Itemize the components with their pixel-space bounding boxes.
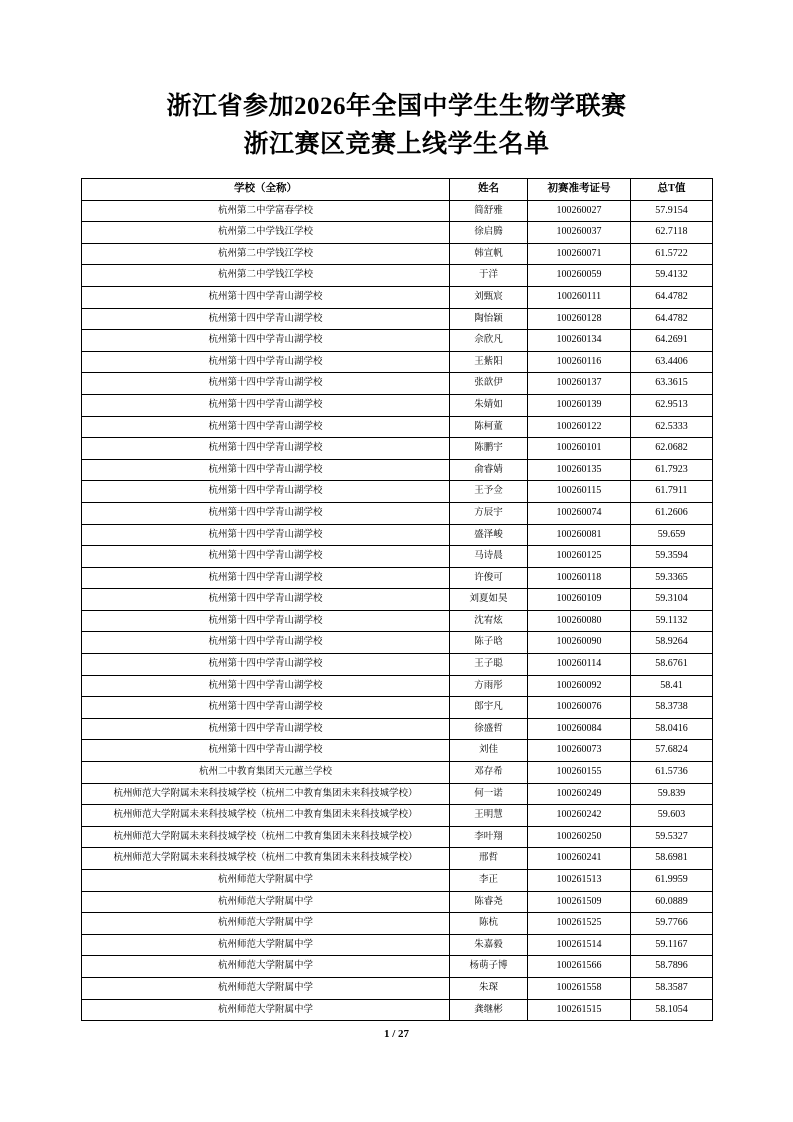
cell-name: 刘佳	[450, 740, 528, 762]
cell-tvalue: 59.1132	[631, 610, 713, 632]
cell-name: 陈睿尧	[450, 891, 528, 913]
table-row	[82, 265, 713, 287]
table-row	[82, 243, 713, 265]
cell-school: 杭州师范大学附属中学	[82, 934, 450, 956]
cell-school: 杭州师范大学附属未来科技城学校（杭州二中教育集团未来科技城学校）	[82, 848, 450, 870]
title-prefix: 浙江省参加	[166, 93, 294, 120]
cell-tvalue: 58.6981	[631, 848, 713, 870]
cell-ticket: 100261515	[528, 999, 631, 1021]
cell-name: 徐盛哲	[450, 718, 528, 740]
cell-name: 张歆伊	[450, 373, 528, 395]
table-row	[82, 956, 713, 978]
cell-name: 沈宥炫	[450, 610, 528, 632]
cell-school: 杭州第十四中学青山湖学校	[82, 373, 450, 395]
cell-school: 杭州第十四中学青山湖学校	[82, 546, 450, 568]
cell-tvalue: 58.9264	[631, 632, 713, 654]
page-number: 1 / 27	[383, 1028, 410, 1040]
cell-tvalue: 58.41	[631, 675, 713, 697]
cell-name: 陈柯董	[450, 416, 528, 438]
cell-name: 王予佥	[450, 481, 528, 503]
cell-tvalue: 62.7118	[631, 222, 713, 244]
column-header-school: 学校（全称）	[82, 179, 450, 201]
cell-ticket: 100260076	[528, 697, 631, 719]
table-row	[82, 826, 713, 848]
cell-ticket: 100260241	[528, 848, 631, 870]
roster-table-body	[82, 200, 713, 1021]
cell-ticket: 100261513	[528, 870, 631, 892]
cell-name: 何一诺	[450, 783, 528, 805]
table-header-row	[82, 179, 713, 201]
cell-ticket: 100260111	[528, 286, 631, 308]
cell-tvalue: 59.603	[631, 805, 713, 827]
cell-school: 杭州第十四中学青山湖学校	[82, 286, 450, 308]
cell-school: 杭州第十四中学青山湖学校	[82, 632, 450, 654]
cell-tvalue: 61.7911	[631, 481, 713, 503]
cell-ticket: 100261525	[528, 913, 631, 935]
cell-tvalue: 59.3104	[631, 589, 713, 611]
cell-ticket: 100260118	[528, 567, 631, 589]
cell-name: 邓存希	[450, 762, 528, 784]
cell-ticket: 100260071	[528, 243, 631, 265]
cell-school: 杭州第十四中学青山湖学校	[82, 351, 450, 373]
cell-ticket: 100260155	[528, 762, 631, 784]
cell-tvalue: 58.0416	[631, 718, 713, 740]
table-row	[82, 394, 713, 416]
table-row	[82, 200, 713, 222]
cell-name: 于洋	[450, 265, 528, 287]
cell-school: 杭州第十四中学青山湖学校	[82, 308, 450, 330]
cell-school: 杭州师范大学附属中学	[82, 913, 450, 935]
cell-ticket: 100261566	[528, 956, 631, 978]
cell-school: 杭州第十四中学青山湖学校	[82, 416, 450, 438]
table-row	[82, 675, 713, 697]
cell-ticket: 100260242	[528, 805, 631, 827]
table-row	[82, 524, 713, 546]
cell-ticket: 100261514	[528, 934, 631, 956]
cell-ticket: 100260081	[528, 524, 631, 546]
cell-school: 杭州第十四中学青山湖学校	[82, 459, 450, 481]
cell-tvalue: 62.5333	[631, 416, 713, 438]
table-row	[82, 999, 713, 1021]
cell-ticket: 100260125	[528, 546, 631, 568]
cell-tvalue: 59.839	[631, 783, 713, 805]
cell-ticket: 100260115	[528, 481, 631, 503]
cell-tvalue: 57.9154	[631, 200, 713, 222]
cell-tvalue: 59.3365	[631, 567, 713, 589]
cell-name: 许俊可	[450, 567, 528, 589]
cell-school: 杭州第十四中学青山湖学校	[82, 330, 450, 352]
table-row	[82, 502, 713, 524]
table-row	[82, 913, 713, 935]
table-row	[82, 373, 713, 395]
cell-name: 王子聪	[450, 654, 528, 676]
cell-school: 杭州第十四中学青山湖学校	[82, 481, 450, 503]
cell-school: 杭州第十四中学青山湖学校	[82, 675, 450, 697]
table-row	[82, 610, 713, 632]
column-header-ticket: 初赛准考证号	[528, 179, 631, 201]
cell-ticket: 100260101	[528, 438, 631, 460]
table-row	[82, 977, 713, 999]
cell-tvalue: 59.7766	[631, 913, 713, 935]
table-row	[82, 632, 713, 654]
cell-ticket: 100260059	[528, 265, 631, 287]
table-row	[82, 567, 713, 589]
cell-tvalue: 63.4406	[631, 351, 713, 373]
cell-tvalue: 64.4782	[631, 308, 713, 330]
cell-school: 杭州师范大学附属中学	[82, 891, 450, 913]
table-row	[82, 891, 713, 913]
cell-name: 郎宇凡	[450, 697, 528, 719]
cell-tvalue: 59.659	[631, 524, 713, 546]
cell-ticket: 100260090	[528, 632, 631, 654]
table-row	[82, 481, 713, 503]
cell-ticket: 100260109	[528, 589, 631, 611]
table-row	[82, 870, 713, 892]
table-row	[82, 222, 713, 244]
table-row	[82, 546, 713, 568]
cell-name: 陶怡颖	[450, 308, 528, 330]
cell-school: 杭州第十四中学青山湖学校	[82, 524, 450, 546]
cell-name: 刘夏如昊	[450, 589, 528, 611]
cell-name: 简舒雅	[450, 200, 528, 222]
cell-tvalue: 61.5722	[631, 243, 713, 265]
cell-tvalue: 58.7896	[631, 956, 713, 978]
cell-tvalue: 58.3587	[631, 977, 713, 999]
cell-ticket: 100260128	[528, 308, 631, 330]
cell-name: 杨萌子博	[450, 956, 528, 978]
cell-school: 杭州第十四中学青山湖学校	[82, 654, 450, 676]
cell-ticket: 100260249	[528, 783, 631, 805]
cell-tvalue: 61.5736	[631, 762, 713, 784]
cell-tvalue: 64.2691	[631, 330, 713, 352]
column-header-tvalue: 总T值	[631, 179, 713, 201]
cell-school: 杭州第十四中学青山湖学校	[82, 718, 450, 740]
cell-tvalue: 62.9513	[631, 394, 713, 416]
cell-name: 陈子晗	[450, 632, 528, 654]
cell-ticket: 100260116	[528, 351, 631, 373]
cell-name: 李正	[450, 870, 528, 892]
cell-name: 盛泽峻	[450, 524, 528, 546]
cell-school: 杭州第十四中学青山湖学校	[82, 394, 450, 416]
cell-school: 杭州第十四中学青山湖学校	[82, 589, 450, 611]
cell-name: 龚继彬	[450, 999, 528, 1021]
cell-tvalue: 63.3615	[631, 373, 713, 395]
cell-name: 方雨彤	[450, 675, 528, 697]
cell-school: 杭州第十四中学青山湖学校	[82, 610, 450, 632]
cell-tvalue: 61.9959	[631, 870, 713, 892]
cell-name: 朱琛	[450, 977, 528, 999]
cell-name: 邢哲	[450, 848, 528, 870]
cell-ticket: 100261509	[528, 891, 631, 913]
title-line-1	[0, 88, 793, 126]
table-row	[82, 459, 713, 481]
cell-name: 李叶翔	[450, 826, 528, 848]
cell-name: 陈鹏宇	[450, 438, 528, 460]
cell-tvalue: 62.0682	[631, 438, 713, 460]
table-row	[82, 762, 713, 784]
cell-school: 杭州师范大学附属中学	[82, 999, 450, 1021]
cell-school: 杭州第二中学钱江学校	[82, 222, 450, 244]
table-row	[82, 330, 713, 352]
roster-table-container	[0, 178, 793, 1021]
cell-tvalue: 59.5327	[631, 826, 713, 848]
cell-school: 杭州二中教育集团天元蕙兰学校	[82, 762, 450, 784]
table-row	[82, 697, 713, 719]
cell-school: 杭州第十四中学青山湖学校	[82, 567, 450, 589]
table-row	[82, 740, 713, 762]
cell-name: 韩宣帆	[450, 243, 528, 265]
table-row	[82, 805, 713, 827]
cell-ticket: 100260134	[528, 330, 631, 352]
cell-ticket: 100260114	[528, 654, 631, 676]
cell-name: 王明慧	[450, 805, 528, 827]
cell-school: 杭州师范大学附属未来科技城学校（杭州二中教育集团未来科技城学校）	[82, 826, 450, 848]
cell-tvalue: 60.0889	[631, 891, 713, 913]
cell-name: 徐启腾	[450, 222, 528, 244]
cell-ticket: 100260037	[528, 222, 631, 244]
cell-school: 杭州第二中学富春学校	[82, 200, 450, 222]
title-suffix: 年全国中学生生物学联赛	[346, 93, 627, 120]
cell-ticket: 100260084	[528, 718, 631, 740]
title-year: 2026	[294, 93, 346, 120]
table-row	[82, 438, 713, 460]
cell-ticket: 100260092	[528, 675, 631, 697]
cell-name: 陈杭	[450, 913, 528, 935]
table-row	[82, 416, 713, 438]
cell-tvalue: 59.3594	[631, 546, 713, 568]
cell-tvalue: 61.2606	[631, 502, 713, 524]
cell-tvalue: 58.6761	[631, 654, 713, 676]
column-header-name: 姓名	[450, 179, 528, 201]
table-row	[82, 934, 713, 956]
cell-tvalue: 61.7923	[631, 459, 713, 481]
cell-school: 杭州第二中学钱江学校	[82, 243, 450, 265]
cell-school: 杭州第十四中学青山湖学校	[82, 438, 450, 460]
cell-name: 方辰宇	[450, 502, 528, 524]
cell-ticket: 100260250	[528, 826, 631, 848]
cell-name: 王紫阳	[450, 351, 528, 373]
cell-tvalue: 64.4782	[631, 286, 713, 308]
table-row	[82, 848, 713, 870]
cell-school: 杭州师范大学附属中学	[82, 870, 450, 892]
cell-ticket: 100260135	[528, 459, 631, 481]
cell-tvalue: 58.1054	[631, 999, 713, 1021]
cell-school: 杭州第十四中学青山湖学校	[82, 740, 450, 762]
table-row	[82, 286, 713, 308]
cell-ticket: 100260122	[528, 416, 631, 438]
table-row	[82, 718, 713, 740]
cell-school: 杭州第十四中学青山湖学校	[82, 697, 450, 719]
cell-ticket: 100260027	[528, 200, 631, 222]
cell-school: 杭州师范大学附属中学	[82, 956, 450, 978]
cell-school: 杭州第二中学钱江学校	[82, 265, 450, 287]
cell-name: 刘甄宸	[450, 286, 528, 308]
cell-tvalue: 57.6824	[631, 740, 713, 762]
cell-ticket: 100260137	[528, 373, 631, 395]
cell-ticket: 100260074	[528, 502, 631, 524]
cell-school: 杭州师范大学附属未来科技城学校（杭州二中教育集团未来科技城学校）	[82, 783, 450, 805]
cell-ticket: 100260080	[528, 610, 631, 632]
cell-ticket: 100260139	[528, 394, 631, 416]
title-line-2: 浙江赛区竞赛上线学生名单	[243, 131, 550, 158]
cell-name: 朱嘉毅	[450, 934, 528, 956]
table-row	[82, 654, 713, 676]
cell-name: 朱婧如	[450, 394, 528, 416]
cell-tvalue: 59.1167	[631, 934, 713, 956]
cell-school: 杭州第十四中学青山湖学校	[82, 502, 450, 524]
cell-name: 马诗晨	[450, 546, 528, 568]
cell-name: 俞睿婧	[450, 459, 528, 481]
cell-name: 佘欣凡	[450, 330, 528, 352]
cell-school: 杭州师范大学附属未来科技城学校（杭州二中教育集团未来科技城学校）	[82, 805, 450, 827]
table-row	[82, 308, 713, 330]
table-row	[82, 783, 713, 805]
document-title	[0, 0, 793, 164]
roster-table	[81, 178, 713, 1021]
cell-ticket: 100261558	[528, 977, 631, 999]
cell-ticket: 100260073	[528, 740, 631, 762]
table-row	[82, 589, 713, 611]
cell-tvalue: 58.3738	[631, 697, 713, 719]
cell-school: 杭州师范大学附属中学	[82, 977, 450, 999]
table-row	[82, 351, 713, 373]
cell-tvalue: 59.4132	[631, 265, 713, 287]
